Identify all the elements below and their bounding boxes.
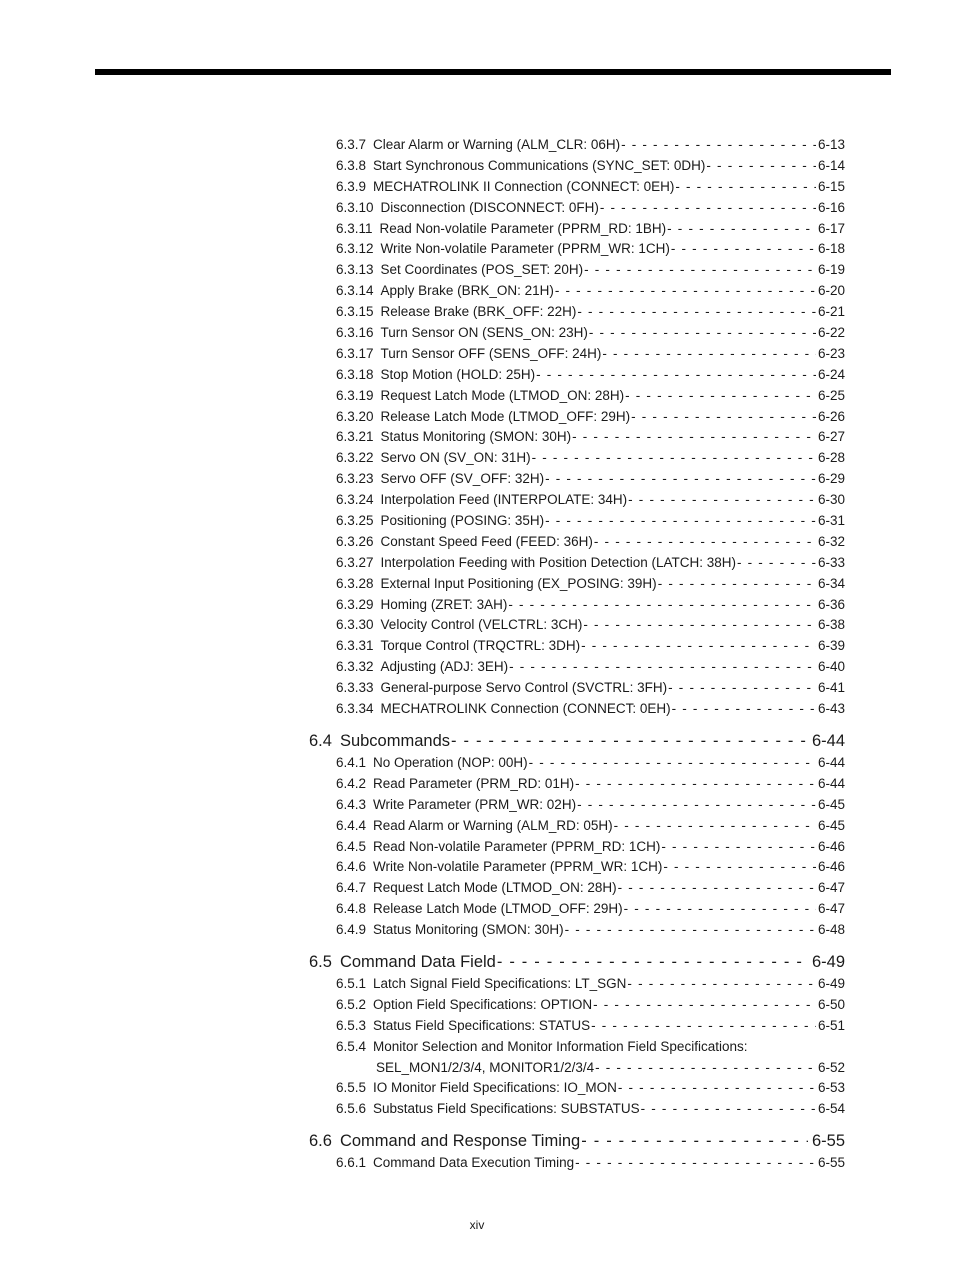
page-number: 6-28: [817, 450, 845, 466]
page-number: 6-53: [817, 1080, 845, 1096]
dot-leader: [591, 1016, 816, 1037]
section-title: Command and Response Timing: [339, 1132, 581, 1151]
toc-entry[interactable]: [336, 386, 845, 407]
page-number: 6-39: [817, 638, 845, 654]
page-number: 6-34: [817, 575, 845, 591]
entry-title: Set Coordinates (POS_SET: 20H): [380, 262, 584, 278]
entry-number: 6.3.9: [336, 178, 367, 194]
entry-number: 6.3.30: [336, 617, 374, 633]
entry-title: Read Non-volatile Parameter (PPRM_RD: 1CH): [373, 838, 661, 854]
page-number: 6-44: [817, 754, 845, 770]
dot-leader: [658, 574, 816, 595]
entry-number: 6.3.10: [336, 199, 374, 215]
toc-entry[interactable]: [336, 198, 845, 219]
page-number: 6-33: [817, 554, 845, 570]
entry-number: 6.3.18: [336, 366, 374, 382]
toc-entry[interactable]: [336, 574, 845, 595]
page-number: 6-44: [817, 775, 845, 791]
toc-entry[interactable]: [336, 532, 845, 553]
toc-entry[interactable]: [336, 260, 845, 281]
dot-leader: [600, 198, 816, 219]
entry-number: 6.4.5: [336, 838, 367, 854]
entry-number: 6.4.8: [336, 901, 367, 917]
dot-leader: [671, 239, 816, 260]
entry-title: Servo OFF (SV_OFF: 32H): [380, 471, 545, 487]
section-number: 6.4: [309, 731, 332, 750]
toc-entry[interactable]: [336, 678, 845, 699]
page-number: 6-49: [817, 975, 845, 991]
toc-entry[interactable]: [336, 219, 845, 240]
dot-leader: [451, 730, 808, 752]
toc-section-6-6[interactable]: [309, 1130, 845, 1152]
entry-number: 6.5.5: [336, 1080, 367, 1096]
toc-entry[interactable]: [336, 837, 845, 858]
entry-title: Start Synchronous Communications (SYNC_SET: 0DH): [373, 157, 706, 173]
entry-number: 6.3.14: [336, 283, 374, 299]
entry-number: 6.3.7: [336, 137, 367, 152]
dot-leader: [532, 448, 816, 469]
toc-entry[interactable]: [336, 135, 845, 156]
dot-leader: [581, 636, 816, 657]
toc-entry[interactable]: [336, 323, 845, 344]
page-number: 6-47: [817, 880, 845, 896]
dot-leader: [663, 857, 816, 878]
toc-entry[interactable]: [336, 1153, 845, 1174]
toc-entry[interactable]: [336, 753, 845, 774]
page-number: 6-50: [817, 996, 845, 1012]
entry-title: Write Non-volatile Parameter (PPRM_WR: 1CH): [373, 859, 663, 875]
section-number: 6.5: [309, 952, 332, 971]
dot-leader: [584, 260, 816, 281]
dot-leader: [565, 920, 816, 941]
toc-entry[interactable]: [336, 699, 845, 720]
page-number: 6-51: [817, 1017, 845, 1033]
entry-number: 6.3.12: [336, 241, 374, 257]
page-number: 6-38: [817, 617, 845, 633]
entry-title: Read Non-volatile Parameter (PPRM_RD: 1BH): [379, 220, 667, 236]
entry-title: Request Latch Mode (LTMOD_ON: 28H): [380, 387, 625, 403]
entry-title: Positioning (POSING: 35H): [380, 513, 545, 529]
page-number: 6-43: [817, 701, 845, 717]
page-number: 6-21: [817, 304, 845, 320]
dot-leader: [627, 974, 816, 995]
entry-title: Stop Motion (HOLD: 25H): [380, 366, 536, 382]
entry-title: MECHATROLINK Connection (CONNECT: 0EH): [380, 701, 671, 717]
entry-title: Status Field Specifications: STATUS: [373, 1017, 591, 1033]
toc-entry[interactable]: [336, 657, 845, 678]
dot-leader: [545, 511, 816, 532]
toc-entry[interactable]: [336, 1099, 845, 1120]
toc-entry[interactable]: [336, 795, 845, 816]
entry-title: Constant Speed Feed (FEED: 36H): [380, 533, 593, 549]
entry-number: 6.5.1: [336, 975, 367, 991]
page-number: 6-23: [817, 345, 845, 361]
entry-title: Status Monitoring (SMON: 30H): [373, 922, 564, 938]
entry-title: Write Parameter (PRM_WR: 02H): [373, 796, 577, 812]
entry-title: Option Field Specifications: OPTION: [373, 996, 593, 1012]
entry-number: 6.3.27: [336, 554, 374, 570]
entry-title: No Operation (NOP: 00H): [373, 754, 528, 770]
page-number: 6-41: [817, 680, 845, 696]
dot-leader: [593, 995, 816, 1016]
entry-title: Adjusting (ADJ: 3EH): [380, 659, 509, 675]
toc-section-6-5[interactable]: [309, 951, 845, 973]
entry-title: Interpolation Feeding with Position Detection (LATCH: 38H): [380, 554, 736, 570]
page-number: 6-19: [817, 262, 845, 278]
toc-entry[interactable]: [336, 156, 845, 177]
toc-entry[interactable]: [336, 177, 845, 198]
toc-entry[interactable]: [336, 816, 845, 837]
entry-title: Release Latch Mode (LTMOD_OFF: 29H): [380, 408, 631, 424]
entry-number: 6.3.32: [336, 659, 374, 675]
dot-leader: [575, 1153, 816, 1174]
dot-leader: [614, 816, 816, 837]
toc-entry[interactable]: [336, 974, 845, 995]
entry-number: 6.3.33: [336, 680, 374, 696]
dot-leader: [594, 532, 816, 553]
dot-leader: [545, 469, 816, 490]
entry-title: Clear Alarm or Warning (ALM_CLR: 06H): [373, 137, 621, 152]
entry-number: 6.3.25: [336, 513, 374, 529]
entry-number: 6.3.23: [336, 471, 374, 487]
dot-leader: [737, 553, 816, 574]
dot-leader: [618, 1078, 816, 1099]
toc-entry[interactable]: [336, 920, 845, 941]
dot-leader: [631, 407, 816, 428]
dot-leader: [529, 753, 816, 774]
toc-entry[interactable]: [336, 1016, 845, 1037]
dot-leader: [577, 302, 816, 323]
entry-number: 6.4.2: [336, 775, 367, 791]
toc-entry[interactable]: [336, 511, 845, 532]
dot-leader: [581, 1130, 808, 1152]
entry-title: Torque Control (TRQCTRL: 3DH): [380, 638, 581, 654]
dot-leader: [668, 678, 816, 699]
toc-group-6-6: [0, 1153, 954, 1174]
entry-title: Read Parameter (PRM_RD: 01H): [373, 775, 575, 791]
entry-title: Read Alarm or Warning (ALM_RD: 05H): [373, 817, 613, 833]
table-of-contents: [0, 135, 954, 1174]
entry-title: Servo ON (SV_ON: 31H): [380, 450, 531, 466]
dot-leader: [625, 386, 816, 407]
toc-group-6-3: [0, 135, 954, 720]
page-number: 6-48: [817, 922, 845, 938]
toc-entry[interactable]: [336, 448, 845, 469]
dot-leader: [577, 795, 816, 816]
section-number: 6.6: [309, 1132, 332, 1151]
page-number: 6-45: [817, 817, 845, 833]
entry-number: 6.5.2: [336, 996, 367, 1012]
entry-title: IO Monitor Field Specifications: IO_MON: [373, 1080, 617, 1096]
entry-number: 6.3.31: [336, 638, 374, 654]
entry-title: Release Latch Mode (LTMOD_OFF: 29H): [373, 901, 623, 917]
entry-title: Velocity Control (VELCTRL: 3CH): [380, 617, 583, 633]
toc-group-6-4: [0, 753, 954, 941]
page-number: 6-30: [817, 492, 845, 508]
entry-title: Interpolation Feed (INTERPOLATE: 34H): [380, 492, 628, 508]
toc-entry[interactable]: [336, 615, 845, 636]
page-number: 6-47: [817, 901, 845, 917]
page-number: 6-46: [817, 859, 845, 875]
entry-number: 6.3.19: [336, 387, 374, 403]
toc-entry[interactable]: [336, 774, 845, 795]
page-number: 6-52: [817, 1059, 845, 1075]
dot-leader: [628, 490, 816, 511]
entry-number: 6.5.4: [336, 1038, 367, 1054]
page-number: 6-46: [817, 838, 845, 854]
page-number: 6-49: [811, 952, 845, 971]
entry-title: Apply Brake (BRK_ON: 21H): [380, 283, 554, 299]
entry-number: 6.3.16: [336, 325, 374, 341]
dot-leader: [618, 878, 816, 899]
entry-title: Command Data Execution Timing: [373, 1155, 575, 1171]
page-number: 6-32: [817, 533, 845, 549]
dot-leader: [536, 365, 816, 386]
entry-title: Disconnection (DISCONNECT: 0FH): [380, 199, 599, 215]
entry-number: 6.5.6: [336, 1101, 367, 1117]
dot-leader: [675, 177, 816, 198]
page-number: 6-16: [817, 199, 845, 215]
entry-title: Homing (ZRET: 3AH): [380, 596, 508, 612]
entry-number: 6.4.6: [336, 859, 367, 875]
page-number: 6-14: [817, 157, 845, 173]
toc-group-6-5: [0, 974, 954, 1037]
toc-entry[interactable]: [336, 1078, 845, 1099]
dot-leader: [621, 135, 816, 156]
toc-entry[interactable]: [336, 636, 845, 657]
toc-entry[interactable]: [336, 427, 845, 448]
toc-section-6-4[interactable]: [309, 730, 845, 752]
toc-entry[interactable]: [336, 239, 845, 260]
entry-number: 6.3.22: [336, 450, 374, 466]
dot-leader: [641, 1099, 816, 1120]
section-title: Subcommands: [339, 731, 450, 750]
page-number: 6-45: [817, 796, 845, 812]
entry-number: 6.3.8: [336, 157, 367, 173]
dot-leader: [595, 1058, 816, 1079]
entry-number: 6.4.9: [336, 922, 367, 938]
entry-number: 6.3.17: [336, 345, 374, 361]
toc-entry[interactable]: [336, 469, 845, 490]
toc-entry-line: [336, 1037, 845, 1058]
toc-entry[interactable]: [336, 344, 845, 365]
entry-number: 6.3.15: [336, 304, 374, 320]
entry-number: 6.4.4: [336, 817, 367, 833]
toc-entry[interactable]: [336, 595, 845, 616]
entry-number: 6.3.26: [336, 533, 374, 549]
dot-leader: [508, 595, 816, 616]
entry-number: 6.3.13: [336, 262, 374, 278]
page-number: 6-27: [817, 429, 845, 445]
entry-number: 6.3.28: [336, 575, 374, 591]
page-footer-number: xiv: [469, 1218, 485, 1232]
dot-leader: [572, 427, 816, 448]
toc-group-6-5-tail: [0, 1078, 954, 1120]
entry-number: 6.3.34: [336, 701, 374, 717]
dot-leader: [661, 837, 816, 858]
entry-title: MECHATROLINK II Connection (CONNECT: 0EH): [373, 178, 675, 194]
entry-title: Monitor Selection and Monitor Information Field Specifications:: [373, 1038, 748, 1054]
entry-title: Turn Sensor ON (SENS_ON: 23H): [380, 325, 588, 341]
entry-title: Release Brake (BRK_OFF: 22H): [380, 304, 577, 320]
page-number: 6-55: [817, 1155, 845, 1171]
page-number: 6-31: [817, 513, 845, 529]
entry-title: Substatus Field Specifications: SUBSTATUS: [373, 1101, 640, 1117]
page-number: 6-17: [817, 220, 845, 236]
page-number: 6-15: [817, 178, 845, 194]
dot-leader: [497, 951, 808, 973]
entry-number: 6.6.1: [336, 1155, 367, 1171]
dot-leader: [583, 615, 816, 636]
entry-number: 6.3.21: [336, 429, 374, 445]
toc-entry[interactable]: [336, 553, 845, 574]
entry-title: Latch Signal Field Specifications: LT_SGN: [373, 975, 627, 991]
entry-number: 6.3.11: [336, 220, 373, 236]
page-number: 6-54: [817, 1101, 845, 1117]
toc-entry[interactable]: [336, 490, 845, 511]
entry-title: Write Non-volatile Parameter (PPRM_WR: 1CH): [380, 241, 670, 257]
entry-title: External Input Positioning (EX_POSING: 39H): [380, 575, 657, 591]
toc-entry[interactable]: [336, 302, 845, 323]
page-number: 6-29: [817, 471, 845, 487]
entry-title-continued: SEL_MON1/2/3/4, MONITOR1/2/3/4: [376, 1059, 595, 1075]
dot-leader: [602, 344, 816, 365]
page-number: 6-22: [817, 325, 845, 341]
entry-number: 6.4.1: [336, 754, 367, 770]
dot-leader: [555, 281, 816, 302]
dot-leader: [624, 899, 816, 920]
page-number: 6-13: [817, 137, 845, 152]
entry-number: 6.3.24: [336, 492, 374, 508]
page-number: 6-18: [817, 241, 845, 257]
toc-entry[interactable]: [336, 281, 845, 302]
toc-entry-6-5-4[interactable]: [336, 1037, 845, 1079]
dot-leader: [667, 219, 816, 240]
toc-entry[interactable]: [336, 365, 845, 386]
entry-title: Turn Sensor OFF (SENS_OFF: 24H): [380, 345, 602, 361]
dot-leader: [706, 156, 816, 177]
entry-title: General-purpose Servo Control (SVCTRL: 3FH): [380, 680, 668, 696]
entry-number: 6.3.29: [336, 596, 374, 612]
dot-leader: [575, 774, 816, 795]
toc-entry[interactable]: [336, 857, 845, 878]
page-number: 6-20: [817, 283, 845, 299]
dot-leader: [672, 699, 816, 720]
page-number: 6-24: [817, 366, 845, 382]
page-number: 6-40: [817, 659, 845, 675]
toc-entry[interactable]: [336, 995, 845, 1016]
toc-entry-continuation: [376, 1058, 845, 1079]
dot-leader: [509, 657, 816, 678]
entry-number: 6.3.20: [336, 408, 374, 424]
entry-title: Request Latch Mode (LTMOD_ON: 28H): [373, 880, 617, 896]
entry-title: Status Monitoring (SMON: 30H): [380, 429, 572, 445]
page-number: 6-26: [817, 408, 845, 424]
toc-entry[interactable]: [336, 407, 845, 428]
page-number: 6-25: [817, 387, 845, 403]
section-title: Command Data Field: [339, 952, 496, 971]
dot-leader: [589, 323, 816, 344]
page-number: 6-55: [811, 1132, 845, 1151]
entry-number: 6.5.3: [336, 1017, 367, 1033]
page-number: 6-44: [811, 731, 845, 750]
toc-entry[interactable]: [336, 899, 845, 920]
header-rule: [95, 69, 891, 75]
page-number: 6-36: [817, 596, 845, 612]
entry-number: 6.4.3: [336, 796, 367, 812]
toc-entry[interactable]: [336, 878, 845, 899]
entry-number: 6.4.7: [336, 880, 367, 896]
